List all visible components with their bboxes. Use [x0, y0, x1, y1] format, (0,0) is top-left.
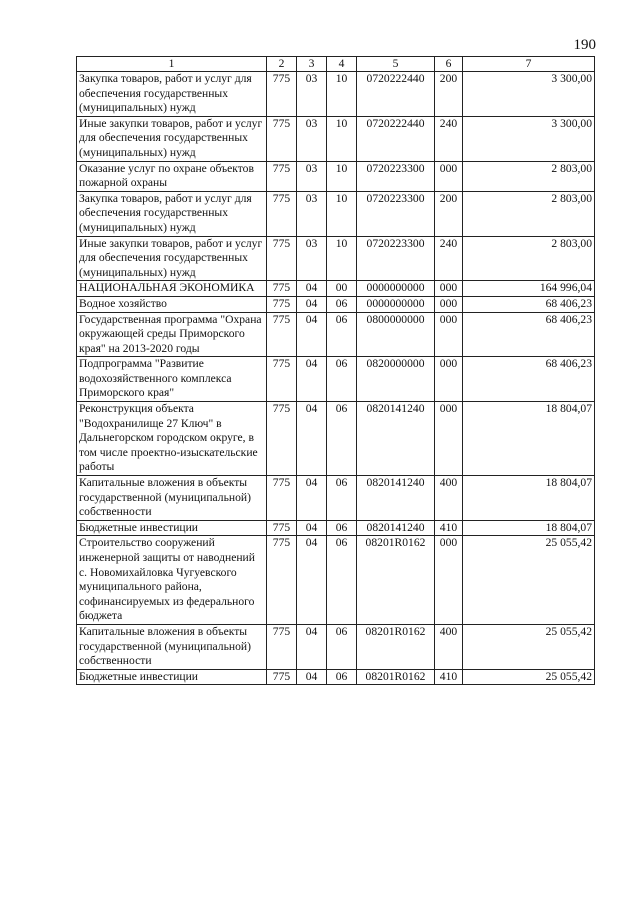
row-amount-cell: 18 804,07 — [463, 402, 595, 476]
row-department-cell: 775 — [267, 296, 297, 312]
row-target-item-cell: 0720223300 — [357, 161, 435, 191]
row-amount-cell: 3 300,00 — [463, 72, 595, 117]
row-subsection-cell: 06 — [327, 402, 357, 476]
table-row — [77, 624, 595, 669]
row-subsection-cell: 06 — [327, 357, 357, 402]
row-department-cell: 775 — [267, 116, 297, 161]
row-target-item-cell: 0000000000 — [357, 281, 435, 297]
row-name-cell: Капитальные вложения в объекты государственной (муниципальной) собственности — [77, 624, 267, 669]
table-row — [77, 669, 595, 685]
row-section-cell: 04 — [297, 296, 327, 312]
row-expense-type-cell: 400 — [435, 476, 463, 521]
row-section-cell: 04 — [297, 476, 327, 521]
row-amount-cell: 25 055,42 — [463, 624, 595, 669]
table-row — [77, 296, 595, 312]
row-target-item-cell: 08201R0162 — [357, 536, 435, 625]
row-subsection-cell: 10 — [327, 72, 357, 117]
row-expense-type-cell: 240 — [435, 116, 463, 161]
row-amount-cell: 68 406,23 — [463, 296, 595, 312]
row-amount-cell: 68 406,23 — [463, 357, 595, 402]
table-row — [77, 191, 595, 236]
row-target-item-cell: 0720222440 — [357, 72, 435, 117]
table-row — [77, 402, 595, 476]
table-row — [77, 536, 595, 625]
row-amount-cell: 2 803,00 — [463, 161, 595, 191]
row-target-item-cell: 0800000000 — [357, 312, 435, 357]
table-row — [77, 281, 595, 297]
table-row — [77, 72, 595, 117]
row-expense-type-cell: 000 — [435, 296, 463, 312]
row-expense-type-cell: 200 — [435, 191, 463, 236]
column-header-amount: 7 — [463, 57, 595, 72]
row-target-item-cell: 0820141240 — [357, 520, 435, 536]
row-section-cell: 03 — [297, 236, 327, 281]
row-expense-type-cell: 410 — [435, 669, 463, 685]
row-department-cell: 775 — [267, 236, 297, 281]
row-name-cell: НАЦИОНАЛЬНАЯ ЭКОНОМИКА — [77, 281, 267, 297]
table-row — [77, 476, 595, 521]
row-target-item-cell: 0000000000 — [357, 296, 435, 312]
row-subsection-cell: 10 — [327, 236, 357, 281]
row-subsection-cell: 00 — [327, 281, 357, 297]
row-name-cell: Бюджетные инвестиции — [77, 520, 267, 536]
row-amount-cell: 68 406,23 — [463, 312, 595, 357]
row-section-cell: 03 — [297, 116, 327, 161]
row-subsection-cell: 06 — [327, 312, 357, 357]
row-subsection-cell: 06 — [327, 536, 357, 625]
row-subsection-cell: 06 — [327, 520, 357, 536]
row-amount-cell: 164 996,04 — [463, 281, 595, 297]
row-name-cell: Иные закупки товаров, работ и услуг для обеспечения государственных (муниципальных) нужд — [77, 236, 267, 281]
row-amount-cell: 25 055,42 — [463, 669, 595, 685]
row-target-item-cell: 0720223300 — [357, 236, 435, 281]
row-target-item-cell: 0820141240 — [357, 402, 435, 476]
row-department-cell: 775 — [267, 312, 297, 357]
row-target-item-cell: 0820141240 — [357, 476, 435, 521]
row-expense-type-cell: 200 — [435, 72, 463, 117]
table-body — [77, 72, 595, 685]
row-expense-type-cell: 000 — [435, 536, 463, 625]
row-expense-type-cell: 000 — [435, 312, 463, 357]
row-name-cell: Подпрограмма "Развитие водохозяйственного комплекса Приморского края" — [77, 357, 267, 402]
row-expense-type-cell: 000 — [435, 161, 463, 191]
row-department-cell: 775 — [267, 357, 297, 402]
row-expense-type-cell: 400 — [435, 624, 463, 669]
row-subsection-cell: 10 — [327, 191, 357, 236]
row-section-cell: 03 — [297, 72, 327, 117]
column-header-expense-type: 6 — [435, 57, 463, 72]
row-name-cell: Государственная программа "Охрана окружающей среды Приморского края" на 2013-2020 годы — [77, 312, 267, 357]
column-header-name: 1 — [77, 57, 267, 72]
row-department-cell: 775 — [267, 536, 297, 625]
budget-table — [76, 56, 595, 685]
table-row — [77, 116, 595, 161]
row-name-cell: Закупка товаров, работ и услуг для обеспечения государственных (муниципальных) нужд — [77, 191, 267, 236]
row-name-cell: Реконструкция объекта "Водохранилище 27 Ключ" в Дальнегорском городском округе, в том числе проектно-изыскательские работы — [77, 402, 267, 476]
row-section-cell: 04 — [297, 536, 327, 625]
row-section-cell: 04 — [297, 520, 327, 536]
row-subsection-cell: 06 — [327, 476, 357, 521]
row-department-cell: 775 — [267, 281, 297, 297]
table-header-row — [77, 57, 595, 72]
row-target-item-cell: 08201R0162 — [357, 669, 435, 685]
row-section-cell: 04 — [297, 624, 327, 669]
row-target-item-cell: 0820000000 — [357, 357, 435, 402]
row-target-item-cell: 0720223300 — [357, 191, 435, 236]
row-target-item-cell: 0720222440 — [357, 116, 435, 161]
row-section-cell: 03 — [297, 161, 327, 191]
column-header-subsection: 4 — [327, 57, 357, 72]
row-expense-type-cell: 000 — [435, 281, 463, 297]
row-section-cell: 04 — [297, 312, 327, 357]
row-amount-cell: 2 803,00 — [463, 236, 595, 281]
row-amount-cell: 18 804,07 — [463, 520, 595, 536]
row-target-item-cell: 08201R0162 — [357, 624, 435, 669]
row-name-cell: Иные закупки товаров, работ и услуг для обеспечения государственных (муниципальных) нужд — [77, 116, 267, 161]
page-number: 190 — [573, 37, 596, 53]
row-name-cell: Оказание услуг по охране объектов пожарной охраны — [77, 161, 267, 191]
row-subsection-cell: 06 — [327, 669, 357, 685]
row-name-cell: Бюджетные инвестиции — [77, 669, 267, 685]
row-expense-type-cell: 000 — [435, 402, 463, 476]
row-section-cell: 04 — [297, 669, 327, 685]
row-name-cell: Строительство сооружений инженерной защиты от наводнений с. Новомихайловка Чугуевского муниципального района, софинансируемых из федерального бюджета — [77, 536, 267, 625]
column-header-department: 2 — [267, 57, 297, 72]
row-department-cell: 775 — [267, 191, 297, 236]
row-section-cell: 03 — [297, 191, 327, 236]
column-header-section: 3 — [297, 57, 327, 72]
row-name-cell: Капитальные вложения в объекты государственной (муниципальной) собственности — [77, 476, 267, 521]
row-section-cell: 04 — [297, 402, 327, 476]
row-department-cell: 775 — [267, 624, 297, 669]
row-subsection-cell: 06 — [327, 296, 357, 312]
row-expense-type-cell: 410 — [435, 520, 463, 536]
row-department-cell: 775 — [267, 402, 297, 476]
row-expense-type-cell: 240 — [435, 236, 463, 281]
row-name-cell: Водное хозяйство — [77, 296, 267, 312]
row-section-cell: 04 — [297, 281, 327, 297]
row-expense-type-cell: 000 — [435, 357, 463, 402]
row-department-cell: 775 — [267, 476, 297, 521]
row-amount-cell: 3 300,00 — [463, 116, 595, 161]
row-amount-cell: 18 804,07 — [463, 476, 595, 521]
table-row — [77, 357, 595, 402]
table-row — [77, 161, 595, 191]
row-subsection-cell: 10 — [327, 161, 357, 191]
table-row — [77, 520, 595, 536]
row-subsection-cell: 06 — [327, 624, 357, 669]
table-row — [77, 312, 595, 357]
row-name-cell: Закупка товаров, работ и услуг для обеспечения государственных (муниципальных) нужд — [77, 72, 267, 117]
row-department-cell: 775 — [267, 72, 297, 117]
row-department-cell: 775 — [267, 669, 297, 685]
row-amount-cell: 2 803,00 — [463, 191, 595, 236]
row-department-cell: 775 — [267, 161, 297, 191]
column-header-target-item: 5 — [357, 57, 435, 72]
row-subsection-cell: 10 — [327, 116, 357, 161]
row-section-cell: 04 — [297, 357, 327, 402]
row-department-cell: 775 — [267, 520, 297, 536]
row-amount-cell: 25 055,42 — [463, 536, 595, 625]
table-row — [77, 236, 595, 281]
